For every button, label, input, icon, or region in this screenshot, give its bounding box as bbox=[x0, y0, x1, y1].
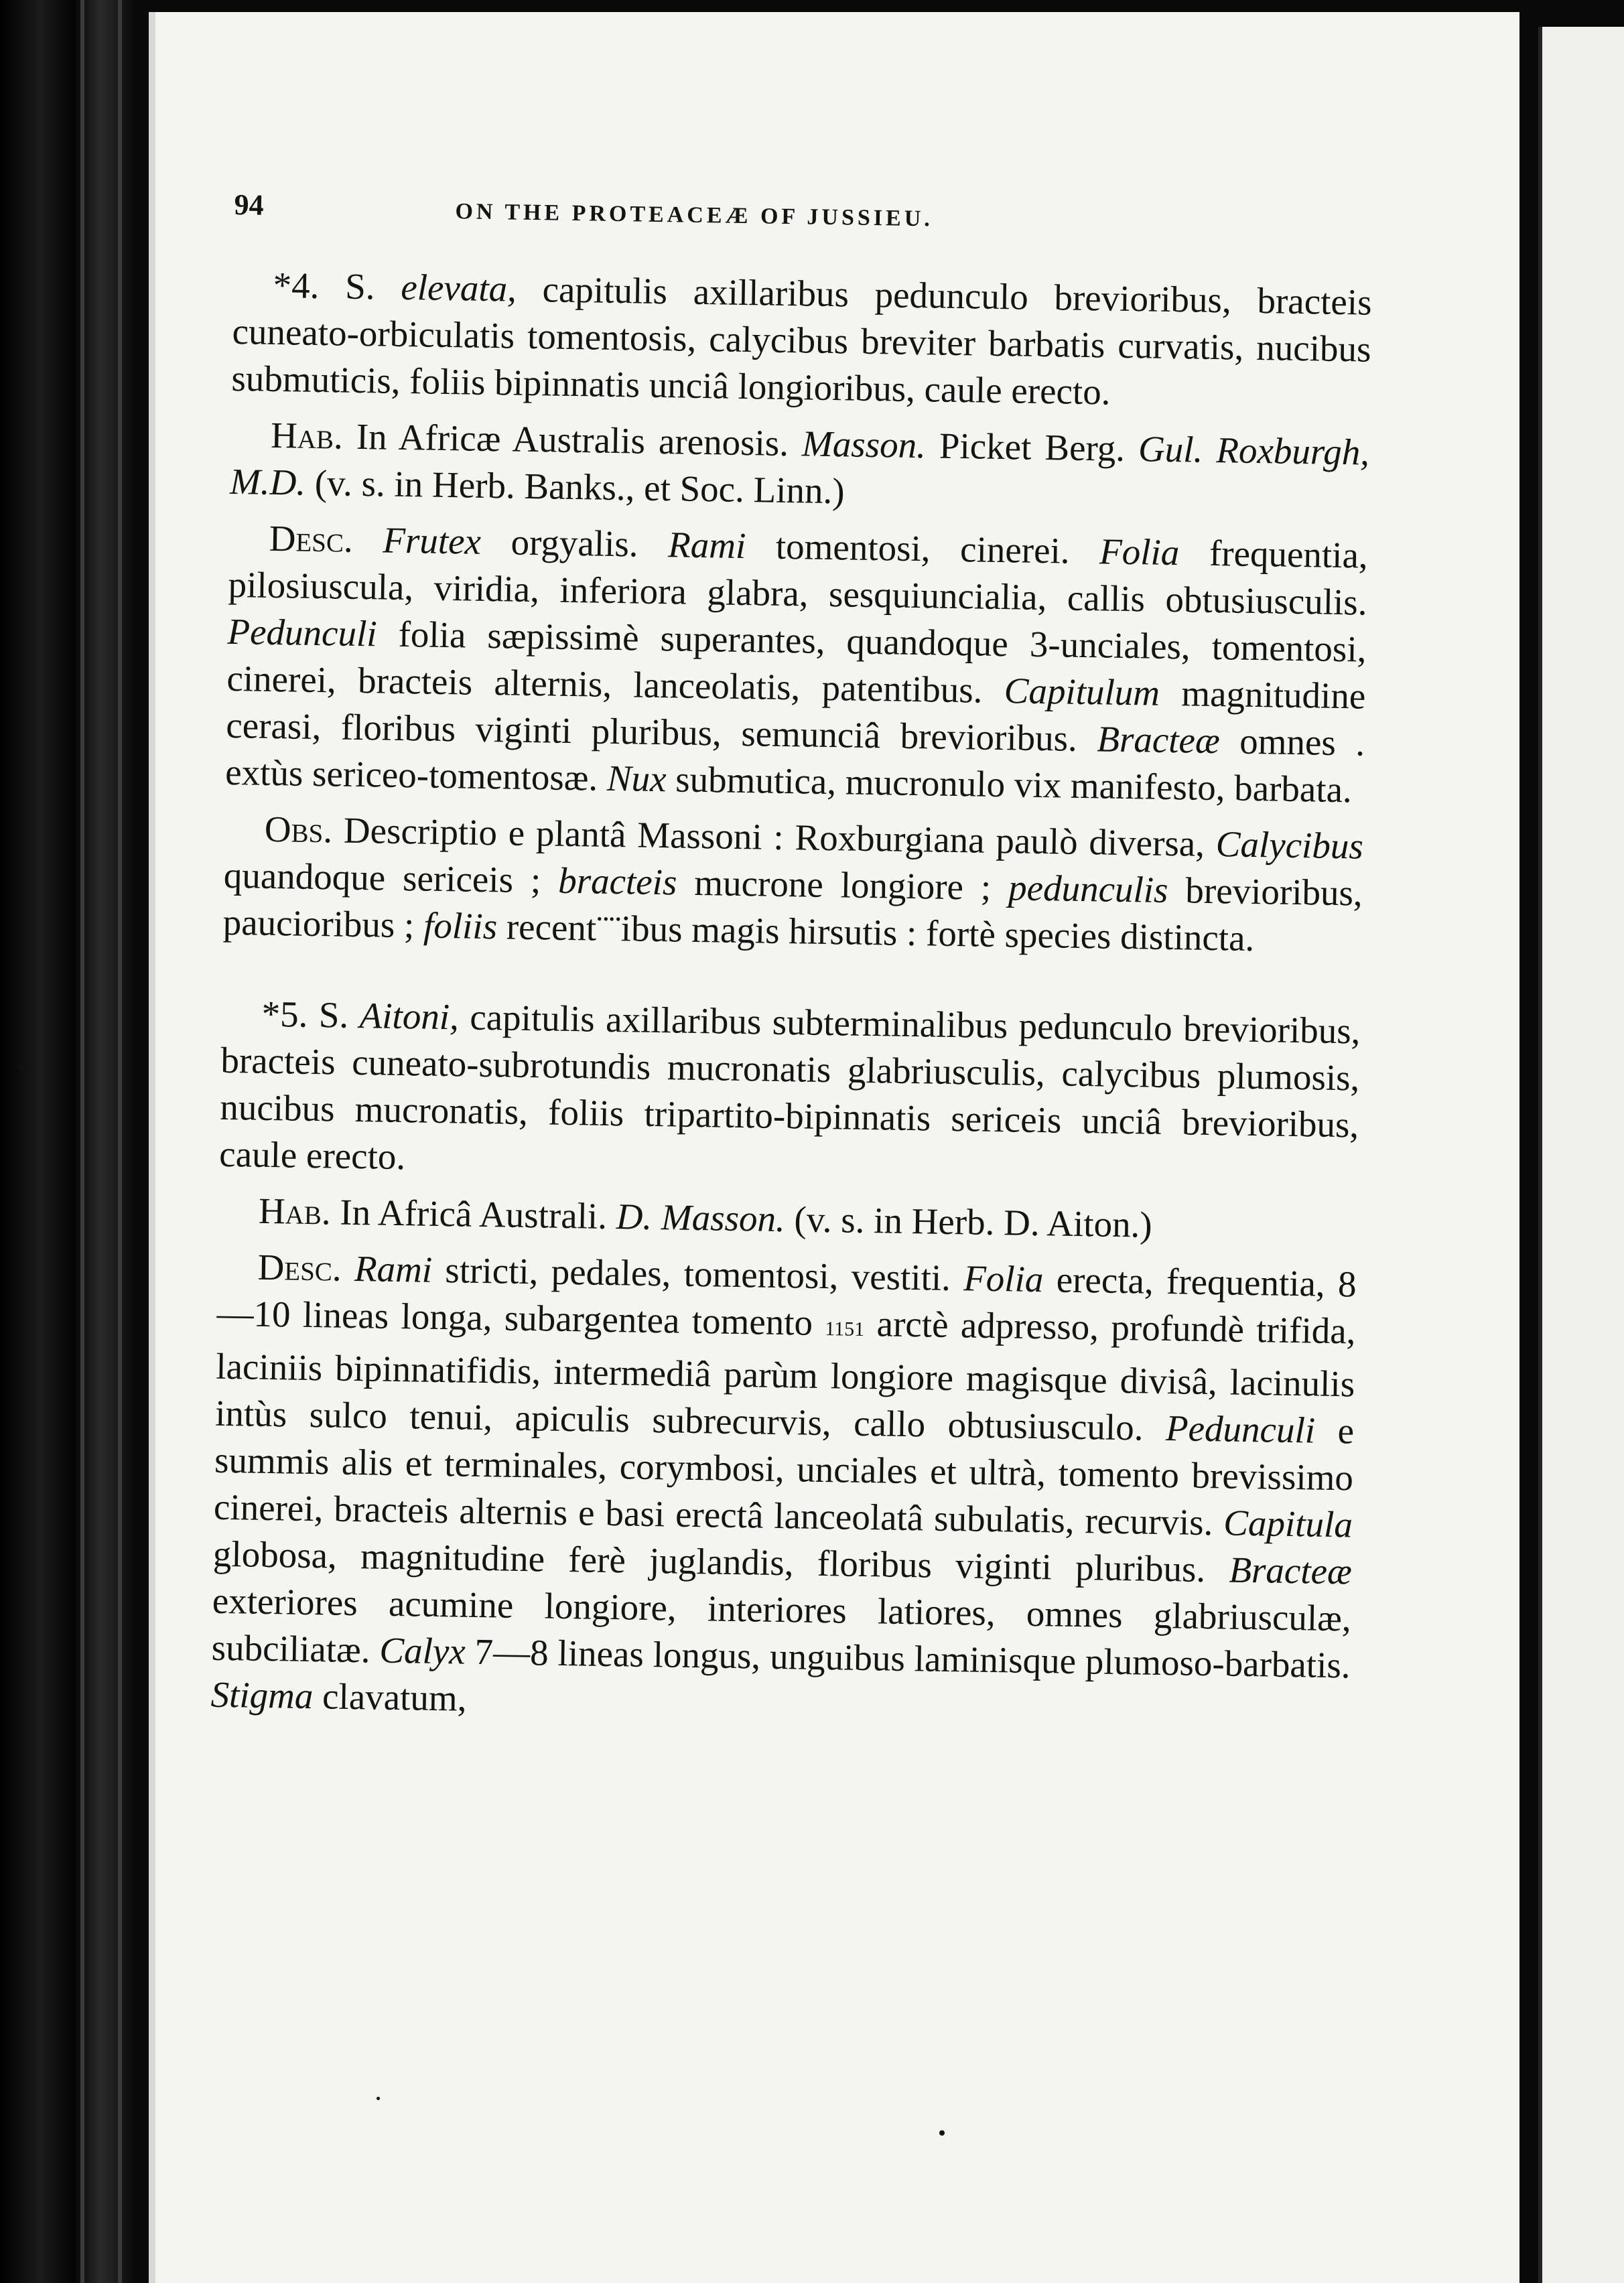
species-4-diagnosis-text: capitulis axillaribus pedunculo brevioribus, bracteis cuneato-orbiculatis tomentosis, calycibus breviter barbatis curvatis, nucibus submuticis, foliis bipinnatis unciâ longioribus, caule erecto. bbox=[231, 269, 1372, 413]
species-5-name: Aitoni, bbox=[359, 995, 460, 1038]
species-5-number: *5. S. bbox=[261, 993, 349, 1036]
desc-label: Desc. bbox=[257, 1246, 342, 1289]
adjacent-page-edge bbox=[1538, 27, 1624, 2283]
desc-text: magnitudine cerasi, floribus viginti pluribus, semunciâ brevioribus. bbox=[225, 673, 1366, 759]
species-5-diagnosis-text: capitulis axillaribus subterminalibus pedunculo brevioribus, bracteis cuneato-subrotundis mucronatis glabriusculis, calycibus plumosis, nucibus mucronatis, foliis tripartito-bipinnatis sericeis unciâ brevioribus, caule erecto. bbox=[218, 996, 1361, 1178]
hab-label: Hab. bbox=[270, 414, 344, 457]
obs-term: bracteis bbox=[557, 859, 677, 903]
desc-text: globosa, magnitudine ferè juglandis, floribus viginti pluribus. bbox=[212, 1533, 1206, 1590]
hab-collector: Masson. bbox=[801, 423, 927, 466]
species-4-diagnosis bbox=[231, 261, 1372, 420]
hab-collector-2: Gul. Roxburgh, M.D. bbox=[229, 428, 1370, 503]
obs-text: mucrone longiore ; bbox=[693, 861, 992, 908]
margin-note: 1151 bbox=[825, 1318, 865, 1340]
book-spine-shadow bbox=[0, 0, 134, 2283]
desc-term: Pedunculi bbox=[1165, 1407, 1316, 1451]
desc-text: clavatum, bbox=[322, 1675, 467, 1719]
hab-text: In Africæ Australis arenosis. bbox=[356, 415, 789, 464]
hab-text-3: (v. s. in Herb. Banks., et Soc. Linn.) bbox=[314, 462, 845, 512]
desc-text: 7—8 lineas longus, unguibus laminisque plumoso-barbatis. bbox=[474, 1631, 1351, 1686]
species-5-diagnosis bbox=[219, 990, 1361, 1196]
species-4-observation bbox=[222, 805, 1363, 964]
species-4-name: elevata, bbox=[400, 266, 517, 309]
species-4-description bbox=[225, 514, 1368, 814]
hab-label: Hab. bbox=[258, 1190, 332, 1233]
obs-text: quandoque sericeis ; bbox=[223, 854, 541, 901]
hab-collector: D. Masson. bbox=[616, 1196, 786, 1240]
desc-term: Rami bbox=[354, 1248, 433, 1290]
desc-term: Calyx bbox=[379, 1629, 466, 1672]
desc-text: submutica, mucronulo vix manifesto, barbata. bbox=[675, 758, 1353, 811]
hab-text-2: (v. s. in Herb. D. Aiton.) bbox=[794, 1198, 1153, 1245]
desc-text: folia sæpissimè superantes, quandoque 3-unciales, tomentosi, cinerei, bracteis alternis, lanceolatis, patentibus. bbox=[226, 613, 1367, 711]
page-text bbox=[210, 188, 1373, 1736]
desc-term: Bracteæ bbox=[1229, 1549, 1353, 1592]
desc-term: Folia bbox=[963, 1257, 1044, 1300]
obs-text: recent¨¨ibus magis hirsutis : fortè species distincta. bbox=[506, 906, 1255, 959]
desc-text: omnes . extùs sericeo-tomentosæ. bbox=[224, 720, 1365, 799]
obs-term: Calycibus bbox=[1215, 823, 1364, 867]
scan-speck bbox=[19, 1065, 24, 1070]
hab-text: In Africâ Australi. bbox=[339, 1191, 608, 1237]
desc-term: Pedunculi bbox=[227, 610, 378, 654]
species-4-number: *4. S. bbox=[273, 264, 376, 307]
desc-term: Stigma bbox=[210, 1673, 314, 1717]
obs-term: foliis bbox=[423, 904, 498, 947]
desc-text: erecta, frequentia, 8—10 lineas longa, subargentea tomento bbox=[216, 1259, 1357, 1343]
desc-text: tomentosi, cinerei. bbox=[775, 525, 1071, 571]
desc-label: Desc. bbox=[269, 517, 354, 560]
desc-text: stricti, pedales, tomentosi, vestiti. bbox=[444, 1249, 951, 1298]
desc-term: Bracteæ bbox=[1096, 718, 1221, 762]
scan-speck bbox=[377, 2097, 380, 2100]
obs-text: brevioribus, paucioribus ; bbox=[222, 870, 1363, 946]
hab-text-2: Picket Berg. bbox=[939, 425, 1126, 469]
page-number: 94 bbox=[234, 188, 264, 222]
desc-text: arctè adpresso, profundè trifida, laciniis bipinnatifidis, intermediâ parùm longiore magisque divisâ, lacinulis intùs sulco tenui, apiculis subrecurvis, callo obtusiusculo. bbox=[214, 1303, 1356, 1448]
species-5-habitat bbox=[218, 1187, 1357, 1252]
species-4-habitat bbox=[230, 411, 1370, 523]
obs-term: pedunculis bbox=[1008, 867, 1168, 911]
desc-term: Capitulum bbox=[1004, 670, 1160, 713]
desc-term: Folia bbox=[1099, 531, 1180, 573]
running-head-title: ON THE PROTEACEÆ OF JUSSIEU. bbox=[455, 199, 934, 232]
spine-edge-line bbox=[80, 0, 84, 2283]
desc-term: Capitula bbox=[1223, 1502, 1353, 1545]
desc-term: Rami bbox=[667, 524, 746, 567]
obs-label: Obs. bbox=[264, 808, 333, 851]
desc-text: frequentia, pilosiuscula, viridia, inferiora glabra, sesquiuncialia, callis obtusiusculis. bbox=[228, 532, 1369, 623]
obs-text: Descriptio e plantâ Massoni : Roxburgiana paulò diversa, bbox=[343, 809, 1205, 864]
desc-text: e summis alis et terminales, corymbosi, unciales et ultrà, tomento brevissimo cinerei, bracteis alternis e basi erectâ lanceolatâ subulatis, recurvis. bbox=[213, 1410, 1355, 1543]
desc-text: orgyalis. bbox=[511, 521, 639, 565]
desc-term: Frutex bbox=[382, 519, 482, 562]
desc-text: exteriores acumine longiore, interiores latiores, omnes glabriusculæ, subciliatæ. bbox=[211, 1580, 1352, 1671]
scan-speck bbox=[939, 2130, 945, 2136]
spine-edge-line bbox=[118, 0, 122, 2283]
species-5-description bbox=[210, 1243, 1357, 1736]
desc-term: Nux bbox=[606, 757, 667, 800]
